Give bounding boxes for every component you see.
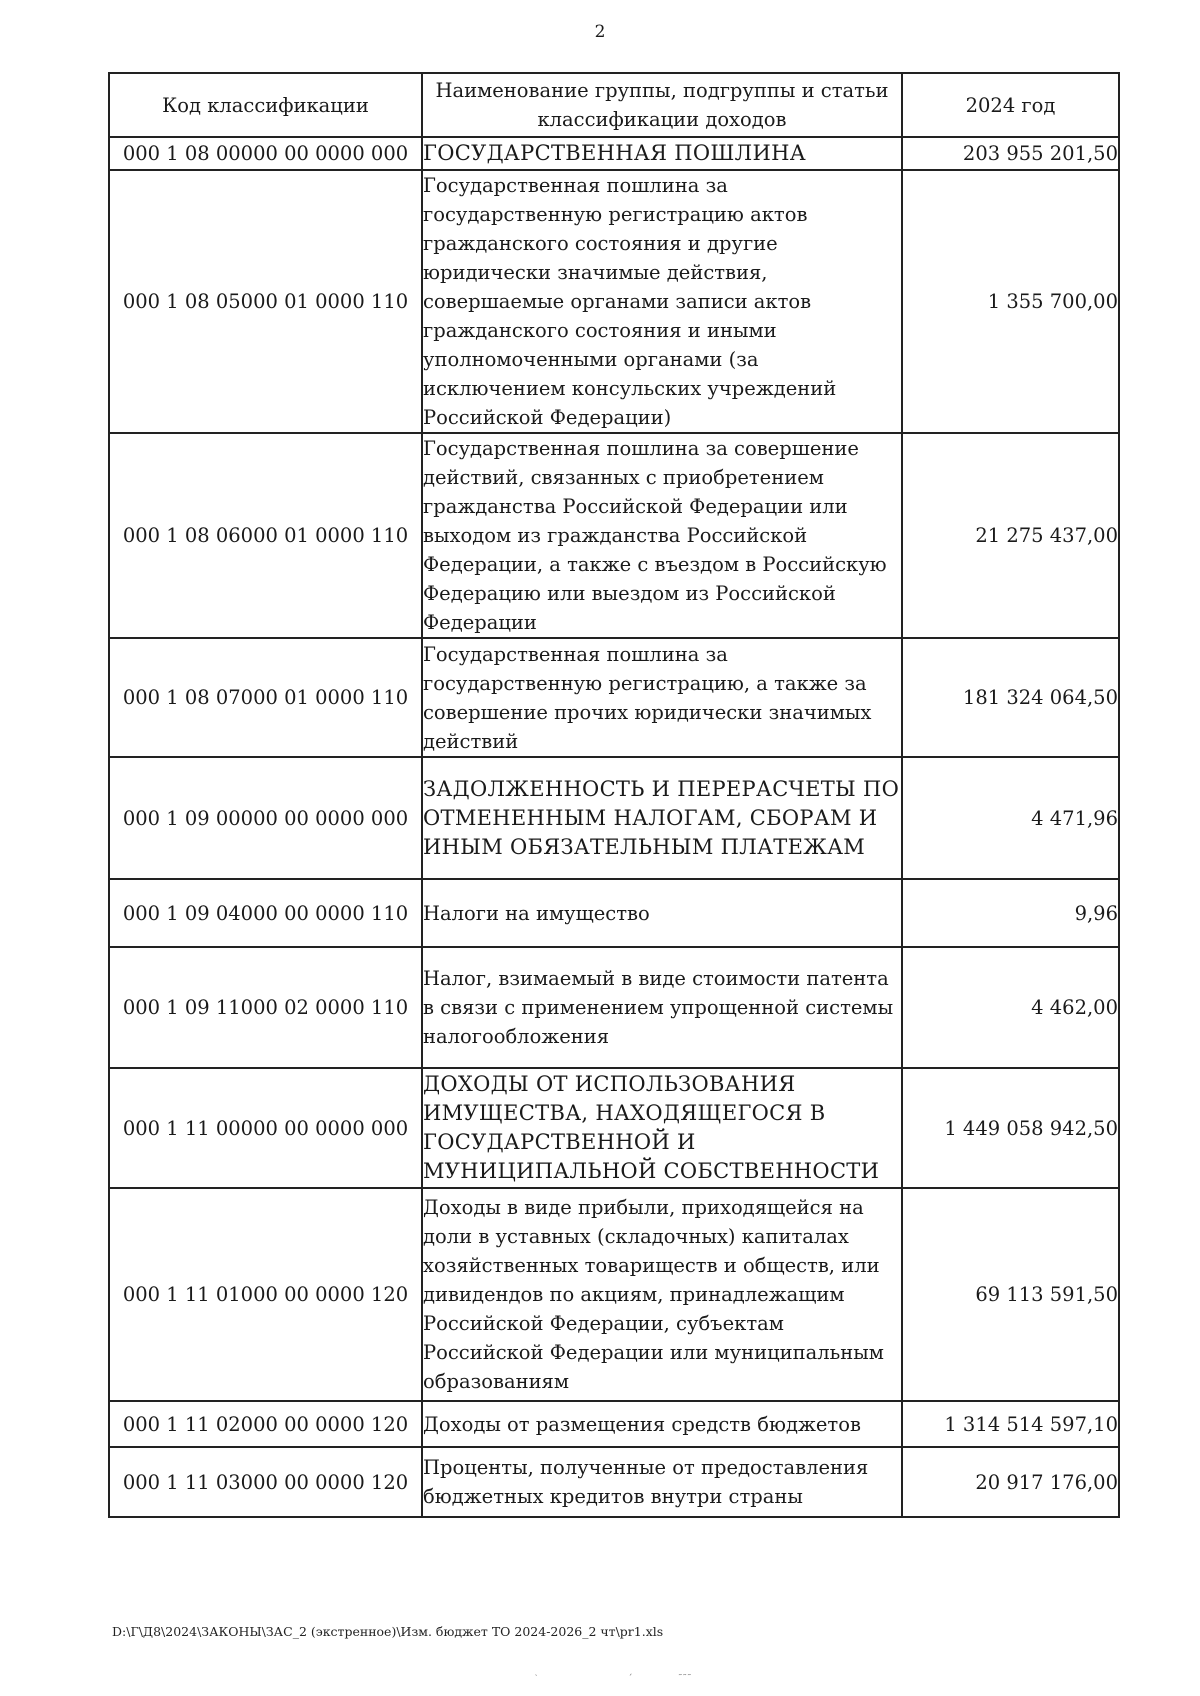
page-number: 2 (594, 22, 606, 42)
header-year: 2024 год (902, 73, 1119, 137)
row-name: Доходы в виде прибыли, приходящейся на доли в уставных (складочных) капиталах хозяйственных товариществ и обществ, или дивидендов по акциям, принадлежащим Российской Федерации, субъектам Российской Федерации или муниципальным образованиям (422, 1188, 902, 1401)
table-row (109, 433, 1119, 638)
header-name: Наименование группы, подгруппы и статьи классификации доходов (422, 73, 902, 137)
table-row (109, 879, 1119, 947)
row-code: 000 1 11 00000 00 0000 000 (109, 1068, 422, 1188)
header-code: Код классификации (109, 73, 422, 137)
row-amount: 1 355 700,00 (902, 170, 1119, 433)
row-name: Налоги на имущество (422, 879, 902, 947)
row-code: 000 1 09 00000 00 0000 000 (109, 757, 422, 879)
row-name: ГОСУДАРСТВЕННАЯ ПОШЛИНА (422, 137, 902, 170)
row-code: 000 1 08 05000 01 0000 110 (109, 170, 422, 433)
table-header-row (109, 73, 1119, 137)
row-code: 000 1 08 06000 01 0000 110 (109, 433, 422, 638)
row-name: Государственная пошлина за государственную регистрацию, а также за совершение прочих юридически значимых действий (422, 638, 902, 757)
file-path-footer: D:\Г\Д8\2024\ЗАКОНЫ\ЗАС_2 (экстренное)\Изм. бюджет ТО 2024-2026_2 чт\pr1.xls (112, 1624, 664, 1639)
row-amount: 69 113 591,50 (902, 1188, 1119, 1401)
table-row (109, 1068, 1119, 1188)
row-code: 000 1 08 00000 00 0000 000 (109, 137, 422, 170)
scan-artifact: ˊ (628, 1674, 633, 1684)
row-code: 000 1 09 11000 02 0000 110 (109, 947, 422, 1068)
row-amount: 9,96 (902, 879, 1119, 947)
row-amount: 181 324 064,50 (902, 638, 1119, 757)
row-name: Государственная пошлина за совершение действий, связанных с приобретением гражданства Российской Федерации или выходом из гражданства Российской Федерации, а также с въездом в Российскую Федерацию или выездом из Российской Федерации (422, 433, 902, 638)
row-name: Доходы от размещения средств бюджетов (422, 1401, 902, 1447)
row-amount: 4 462,00 (902, 947, 1119, 1068)
row-code: 000 1 11 01000 00 0000 120 (109, 1188, 422, 1401)
row-code: 000 1 11 02000 00 0000 120 (109, 1401, 422, 1447)
table-row (109, 1401, 1119, 1447)
table-row (109, 638, 1119, 757)
table-row (109, 1188, 1119, 1401)
row-amount: 1 449 058 942,50 (902, 1068, 1119, 1188)
row-name: ЗАДОЛЖЕННОСТЬ И ПЕРЕРАСЧЕТЫ ПО ОТМЕНЕННЫМ НАЛОГАМ, СБОРАМ И ИНЫМ ОБЯЗАТЕЛЬНЫМ ПЛАТЕЖАМ (422, 757, 902, 879)
row-code: 000 1 08 07000 01 0000 110 (109, 638, 422, 757)
row-amount: 1 314 514 597,10 (902, 1401, 1119, 1447)
row-amount: 203 955 201,50 (902, 137, 1119, 170)
row-amount: 4 471,96 (902, 757, 1119, 879)
table-row (109, 757, 1119, 879)
row-amount: 21 275 437,00 (902, 433, 1119, 638)
row-code: 000 1 09 04000 00 0000 110 (109, 879, 422, 947)
table-row (109, 170, 1119, 433)
row-name: Налог, взимаемый в виде стоимости патента в связи с применением упрощенной системы налогообложения (422, 947, 902, 1068)
table-row (109, 1447, 1119, 1517)
row-code: 000 1 11 03000 00 0000 120 (109, 1447, 422, 1517)
table-row (109, 947, 1119, 1068)
row-name: Государственная пошлина за государственную регистрацию актов гражданского состояния и другие юридически значимые действия, совершаемые органами записи актов гражданского состояния и иными уполномоченными органами (за исключением консульских учреждений Российской Федерации) (422, 170, 902, 433)
row-amount: 20 917 176,00 (902, 1447, 1119, 1517)
row-name: ДОХОДЫ ОТ ИСПОЛЬЗОВАНИЯ ИМУЩЕСТВА, НАХОДЯЩЕГОСЯ В ГОСУДАРСТВЕННОЙ И МУНИЦИПАЛЬНОЙ СОБСТВЕННОСТИ (422, 1068, 902, 1188)
revenue-table (108, 72, 1120, 1518)
table-row (109, 137, 1119, 170)
scan-artifact: ˜˜˜ (678, 1674, 692, 1684)
scan-artifact: ‵ (535, 1674, 538, 1684)
row-name: Проценты, полученные от предоставления бюджетных кредитов внутри страны (422, 1447, 902, 1517)
